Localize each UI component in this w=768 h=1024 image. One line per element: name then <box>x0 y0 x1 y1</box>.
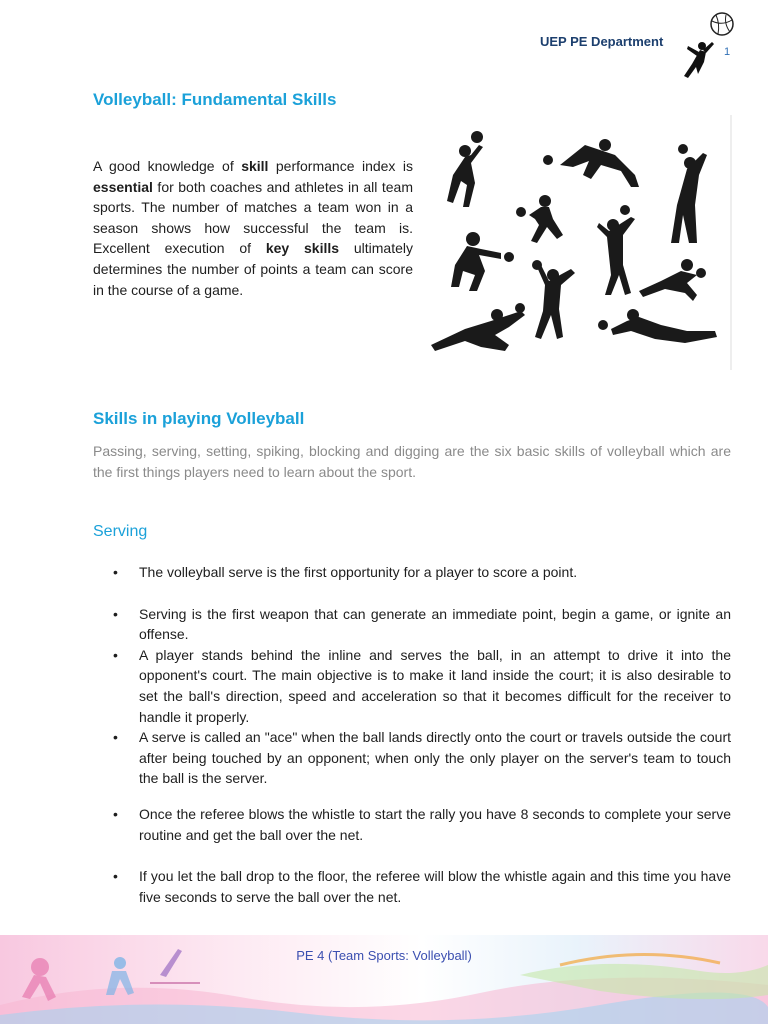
list-item: • Serving is the first weapon that can generate an immediate point, begin a game, or ignite an offense. <box>93 604 731 645</box>
volleyball-player-logo-icon <box>672 12 738 82</box>
intro-paragraph <box>93 156 413 300</box>
skills-heading: Skills in playing Volleyball <box>93 409 305 428</box>
serving-heading: Serving <box>93 523 148 540</box>
intro-bold-key-skills: key skills <box>265 240 340 257</box>
page-title: Volleyball: Fundamental Skills <box>93 90 337 109</box>
footer-course-title: PE 4 (Team Sports: Volleyball) <box>296 948 472 963</box>
intro-bold-essential: essential <box>93 178 153 195</box>
intro-text-2: performance index is <box>268 158 413 174</box>
skills-paragraph: Passing, serving, setting, spiking, blocking and digging are the six basic skills of volleyball which are the first things players need to learn about the sport. <box>93 443 731 480</box>
list-item: • The volleyball serve is the first opportunity for a player to score a point. <box>93 562 731 583</box>
page-number: 1 <box>724 46 731 58</box>
intro-text-4: ultimately determines the number of points a team can score in the course of a game. <box>93 240 413 298</box>
list-item: • Once the referee blows the whistle to start the rally you have 8 seconds to complete your serve routine and get the ball over the net. <box>93 804 731 845</box>
intro-text-1: A good knowledge of <box>93 158 242 174</box>
intro-bold-skill: skill <box>241 158 269 174</box>
list-item: • If you let the ball drop to the floor, the referee will blow the whistle again and this time you have five seconds to serve the ball over the net. <box>93 866 731 907</box>
volleyball-silhouettes-icon <box>425 115 735 370</box>
intro-text-3: for both coaches and athletes in all team sports. The number of matches a team won in a season shows how successful the team is. Excellent execution of <box>93 178 413 257</box>
header-department: UEP PE Department <box>540 34 664 49</box>
serving-bullet-list <box>93 562 731 907</box>
list-item: • A player stands behind the inline and serves the ball, in an attempt to drive it into the opponent's court. The main objective is to make it land inside the court; it is also desirable to set the ball's direction, speed and acceleration so that it becomes difficult for the receiver to handle it properly. <box>93 645 731 727</box>
list-item: • A serve is called an "ace" when the ball lands directly onto the court or travels outside the court after being touched by an opponent; when only the only player on the server's team to touch the ball is the server. <box>93 727 731 789</box>
